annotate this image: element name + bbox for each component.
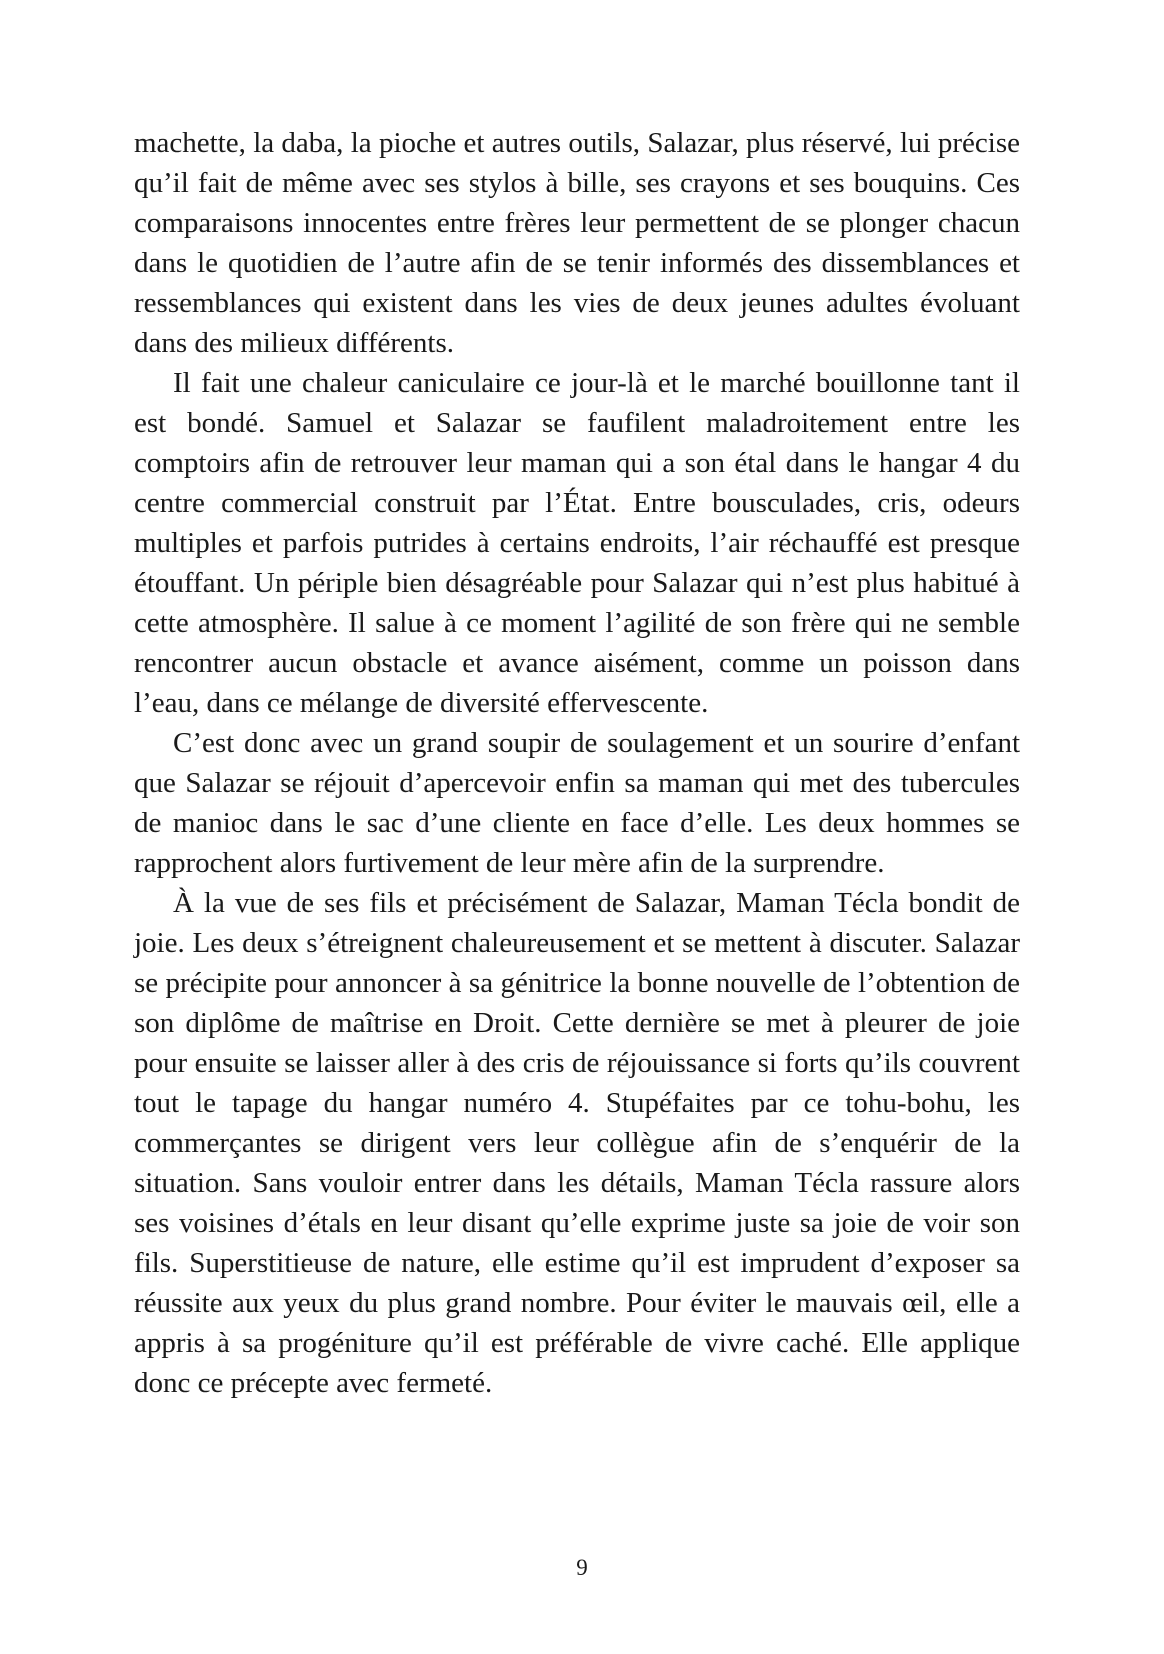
paragraph: À la vue de ses fils et précisément de Salazar, Maman Técla bondit de joie. Les deux s’étreignent chaleureusement et se mettent à discuter. Salazar se précipite pour annoncer à sa génitrice la bonne nouvelle de l’obtention de son diplôme de maîtrise en Droit. Cette dernière se met à pleurer de joie pour ensuite se laisser aller à des cris de réjouissance si forts qu’ils couvrent tout le tapage du hangar numéro 4. Stupéfaites par ce tohu-bohu, les commerçantes se dirigent vers leur collègue afin de s’enquérir de la situation. Sans vouloir entrer dans les détails, Maman Técla rassure alors ses voisines d’étals en leur disant qu’elle exprime juste sa joie de voir son fils. Superstitieuse de nature, elle estime qu’il est imprudent d’exposer sa réussite aux yeux du plus grand nombre. Pour éviter le mauvais œil, elle a appris à sa progéniture qu’il est préférable de vivre caché. Elle applique donc ce précepte avec fermeté.: [134, 887, 1020, 1399]
paragraph: Il fait une chaleur caniculaire ce jour-là et le marché bouillonne tant il est bondé. Samuel et Salazar se faufilent maladroitement entre les comptoirs afin de retrouver leur maman qui a son étal dans le hangar 4 du centre commercial construit par l’État. Entre bousculades, cris, odeurs multiples et parfois putrides à certains endroits, l’air réchauffé est presque étouffant. Un périple bien désagréable pour Salazar qui n’est plus habitué à cette atmosphère. Il salue à ce moment l’agilité de son frère qui ne semble rencontrer aucun obstacle et avance aisément, comme un poisson dans l’eau, dans ce mélange de diversité effervescente.: [134, 367, 1020, 719]
page-number: 9: [576, 1555, 588, 1580]
paragraph-continued: machette, la daba, la pioche et autres outils, Salazar, plus réservé, lui précise qu’il fait de même avec ses stylos à bille, ses crayons et ses bouquins. Ces comparaisons innocentes entre frères leur permettent de se plonger chacun dans le quotidien de l’autre afin de se tenir informés des dissemblances et ressemblances qui existent dans les vies de deux jeunes adultes évoluant dans des milieux différents.: [134, 127, 1020, 359]
paragraph: C’est donc avec un grand soupir de soulagement et un sourire d’enfant que Salazar se réjouit d’apercevoir enfin sa maman qui met des tubercules de manioc dans le sac d’une cliente en face d’elle. Les deux hommes se rapprochent alors furtivement de leur mère afin de la surprendre.: [134, 727, 1020, 879]
body-text: [134, 123, 1020, 1403]
